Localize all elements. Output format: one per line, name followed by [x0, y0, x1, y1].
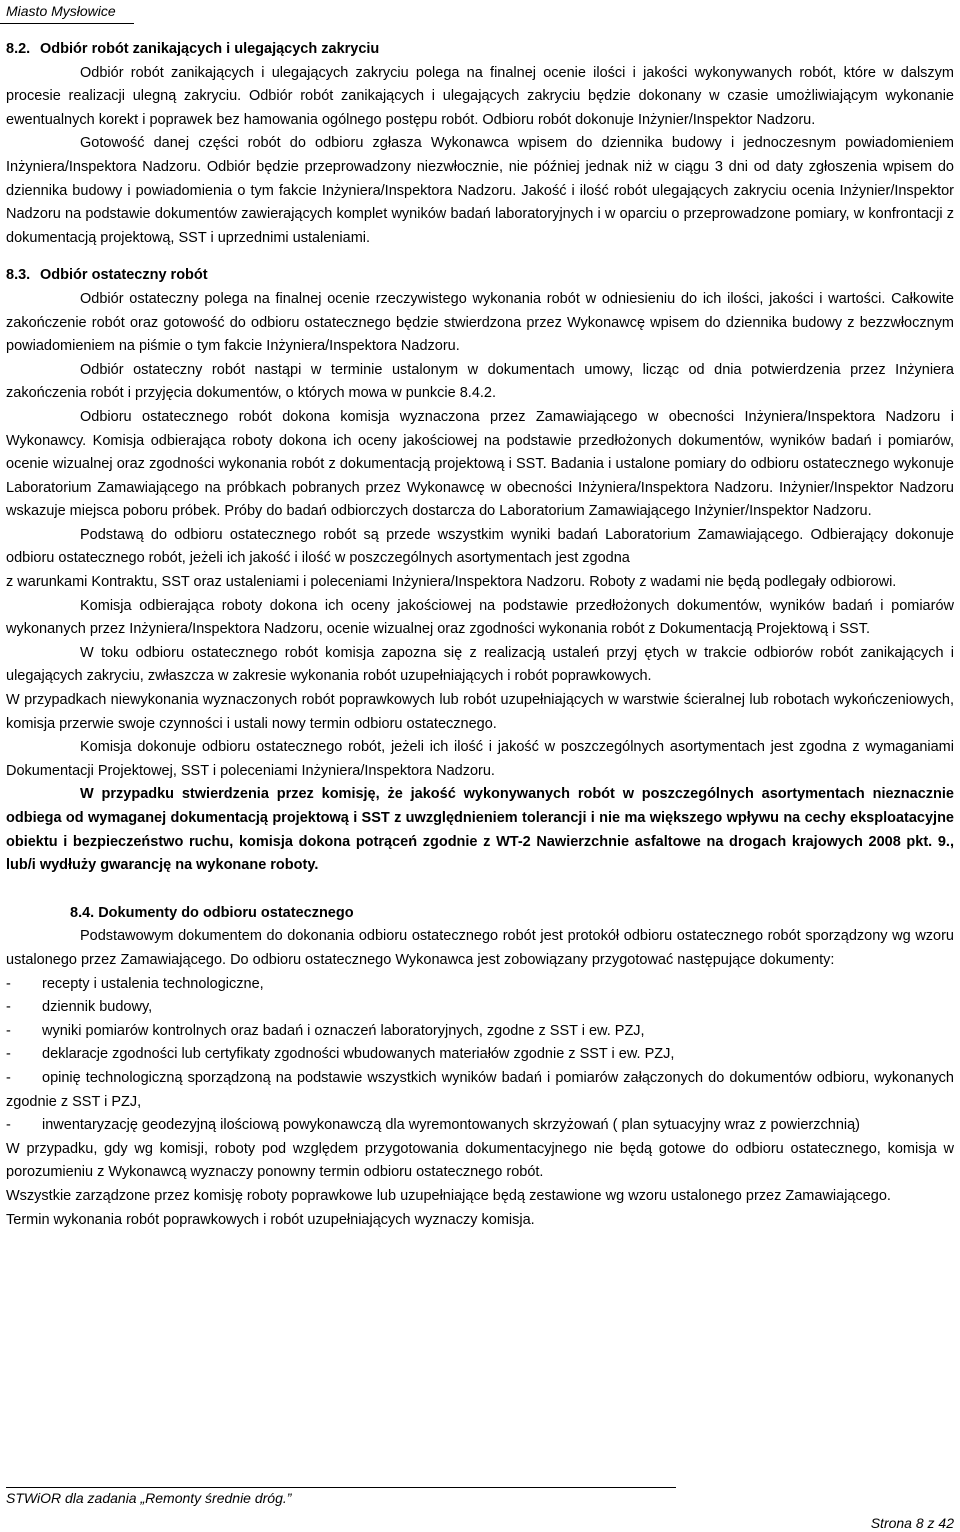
section-8-4-heading: 8.4. Dokumenty do odbioru ostatecznego [70, 904, 354, 921]
paragraph: Podstawą do odbioru ostatecznego robót są przede wszystkim wyniki badań Laboratorium Zamawiającego. Odbierający dokonuje odbioru ostatecznego robót, jeżeli ich jakość i ilość w poszczególnych asortymentach jest zgodna [6, 526, 954, 567]
list-dash: - [6, 1046, 11, 1063]
list-dash: - [6, 1069, 11, 1086]
list-item: - wyniki pomiarów kontrolnych oraz badań i oznaczeń laboratoryjnych, zgodne z SST i ew. PZJ, [6, 1020, 954, 1044]
bold-paragraph: W przypadku stwierdzenia przez komisję, że jakość wykonywanych robót w poszczególnych asortymentach nieznacznie odbiega od wymaganej dokumentacją projektową i SST z uwzględnieniem tolerancji i nie ma większego wpływu na cechy eksploatacyjne obiektu i bezpieczeństwo ruchu, komisja dokona potrąceń zgodnie z WT-2 Nawierzchnie asfaltowe na drogach krajowych 2008 pkt. 9., lub/i wydłuży gwarancję na wykonane roboty. [6, 786, 954, 874]
list-dash: - [6, 1117, 11, 1134]
paragraph: Odbiór ostateczny polega na finalnej ocenie rzeczywistego wykonania robót w odniesieniu do ich ilości, jakości i wartości. Całkowite zakończenie robót oraz gotowość do odbioru ostatecznego będzie stwierdzona przez Wykonawcę wpisem do dziennika budowy z bezzwłocznym powiadomieniem na piśmie o tym fakcie Inżyniera/Inspektora Nadzoru. [6, 290, 954, 355]
list-item: - opinię technologiczną sporządzoną na podstawie wszystkich wyników badań i pomiarów załączonych do dokumentów odbioru, wykonanych zgodnie z SST i PZJ, [6, 1067, 954, 1114]
document-body [6, 38, 954, 1232]
section-title: Odbiór robót zanikających i ulegających zakryciu [40, 41, 380, 57]
list-item: - deklaracje zgodności lub certyfikaty zgodności wbudowanych materiałów zgodnie z SST i ew. PZJ, [6, 1043, 954, 1067]
header-title: Miasto Mysłowice [6, 3, 116, 19]
paragraph: Podstawowym dokumentem do dokonania odbioru ostatecznego robót jest protokół odbioru ostatecznego robót sporządzony wg wzoru ustalonego przez Zamawiającego. Do odbioru ostatecznego Wykonawca jest zobowiązany przygotować następujące dokumenty: [6, 928, 954, 968]
section-title: Odbiór ostateczny robót [40, 267, 208, 284]
paragraph: Odbioru ostatecznego robót dokona komisja wyznaczona przez Zamawiającego w obecności Inżyniera/Inspektora Nadzoru i Wykonawcy. Komisja odbierająca roboty dokona ich oceny jakościowej na podstawie przedłożonych dokumentów, wyników badań i pomiarów, ocenie wizualnej oraz zgodności wykonania robót z dokumentacją projektową i SST. Badania i ustalone pomiary do odbioru ostatecznego wykonuje Laboratorium Zamawiającego na próbkach pobranych przez Wykonawcę w obecności Inżyniera/Inspektora Nadzoru. Inżynier/Inspektor Nadzoru wskazuje miejsca poboru próbek. Próby do badań odbiorczych dostarcza do Laboratorium Zamawiającego Inżynier/Inspektor Nadzoru. [6, 408, 954, 520]
paragraph: Termin wykonania robót poprawkowych i robót uzupełniających wyznaczy komisja. [6, 1211, 535, 1228]
list-item: - recepty i ustalenia technologiczne, [6, 973, 954, 997]
list-dash: - [6, 975, 11, 992]
paragraph: Komisja odbierająca roboty dokona ich oceny jakościowej na podstawie przedłożonych dokumentów, wyników badań i pomiarów wykonanych przez Inżyniera/Inspektora Nadzoru, ocenie wizualnej oraz zgodności wykonania robót z Dokumentacją Projektową i SST. [6, 597, 954, 638]
footer-document-title: STWiOR dla zadania „Remonty średnie dróg.” [6, 1490, 292, 1506]
paragraph: z warunkami Kontraktu, SST oraz ustaleniami i poleceniami Inżyniera/Inspektora Nadzoru. Roboty z wadami nie będą podlegały odbiorowi. [6, 574, 897, 591]
paragraph: Odbiór ostateczny robót nastąpi w terminie ustalonym w dokumentach umowy, licząc od dnia potwierdzenia przez Inżyniera zakończenia robót i przyjęcia dokumentów, o których mowa w punkcie 8.4.2. [6, 361, 954, 402]
paragraph: Odbiór robót zanikających i ulegających zakryciu polega na finalnej ocenie ilości i jakości wykonywanych robót, które w dalszym procesie realizacji ulegną zakryciu. Odbiór robót zanikających i ulegających zakryciu będzie dokonany w czasie umożliwiającym wykonanie ewentualnych korekt i poprawek bez hamowania ogólnego postępu robót. Odbioru robót dokonuje Inżynier/Inspektor Nadzoru. [6, 64, 954, 128]
section-8-2-heading [6, 38, 954, 62]
paragraph: Wszystkie zarządzone przez komisję roboty poprawkowe lub uzupełniające będą zestawione wg wzoru ustalonego przez Zamawiającego. [6, 1187, 891, 1204]
page-number: Strona 8 z 42 [870, 1515, 954, 1531]
paragraph: W toku odbioru ostatecznego robót komisja zapozna się z realizacją ustaleń przyj ętych w trakcie odbiorów robót zanikających i ulegających zakryciu, zwłaszcza w zakresie wykonania robót uzupełniających i robót poprawkowych. [6, 644, 954, 685]
section-number: 8.2. [6, 41, 31, 57]
list-dash: - [6, 1022, 11, 1039]
paragraph: Gotowość danej części robót do odbioru zgłasza Wykonawca wpisem do dziennika budowy i jednoczesnym powiadomieniem Inżyniera/Inspektora Nadzoru. Odbiór będzie przeprowadzony niezwłocznie, nie później jednak niż w ciągu 3 dni od daty zgłoszenia wpisem do dziennika budowy i powiadomienia o tym fakcie Inżyniera/Inspektora Nadzoru. Jakość i ilość robót ulegających zakryciu ocenia Inżynier/Inspektor Nadzoru na podstawie dokumentów zawierających komplet wyników badań laboratoryjnych i w oparciu o przeprowadzone pomiary, w konfrontacji z dokumentacją projektową, SST i uprzednimi ustaleniami. [6, 135, 954, 246]
list-item: - dziennik budowy, [6, 996, 954, 1020]
paragraph: W przypadkach niewykonania wyznaczonych robót poprawkowych lub robót uzupełniających w warstwie ścieralnej lub robotach wykończeniowych, komisja przerwie swoje czynności i ustali nowy termin odbioru ostatecznego. [6, 692, 954, 732]
section-8-3-heading [6, 264, 954, 288]
list-item: - inwentaryzację geodezyjną ilościową powykonawczą dla wyremontowanych skrzyżowań ( plan sytuacyjny wraz z powierzchnią) [6, 1114, 954, 1138]
list-dash: - [6, 999, 11, 1016]
section-number: 8.3. [6, 267, 31, 284]
paragraph: W przypadku, gdy wg komisji, roboty pod względem przygotowania dokumentacyjnego nie będą gotowe do odbioru ostatecznego, komisja w porozumieniu z Wykonawcą wyznaczy ponowny termin odbioru ostatecznego robót. [6, 1140, 954, 1181]
paragraph: Komisja dokonuje odbioru ostatecznego robót, jeżeli ich ilość i jakość w poszczególnych asortymentach jest zgodna z wymaganiami Dokumentacji Projektowej, SST i poleceniami Inżyniera/Inspektora Nadzoru. [6, 739, 954, 779]
document-list [6, 973, 954, 1138]
page-header [0, 0, 134, 24]
footer-divider [6, 1487, 676, 1488]
